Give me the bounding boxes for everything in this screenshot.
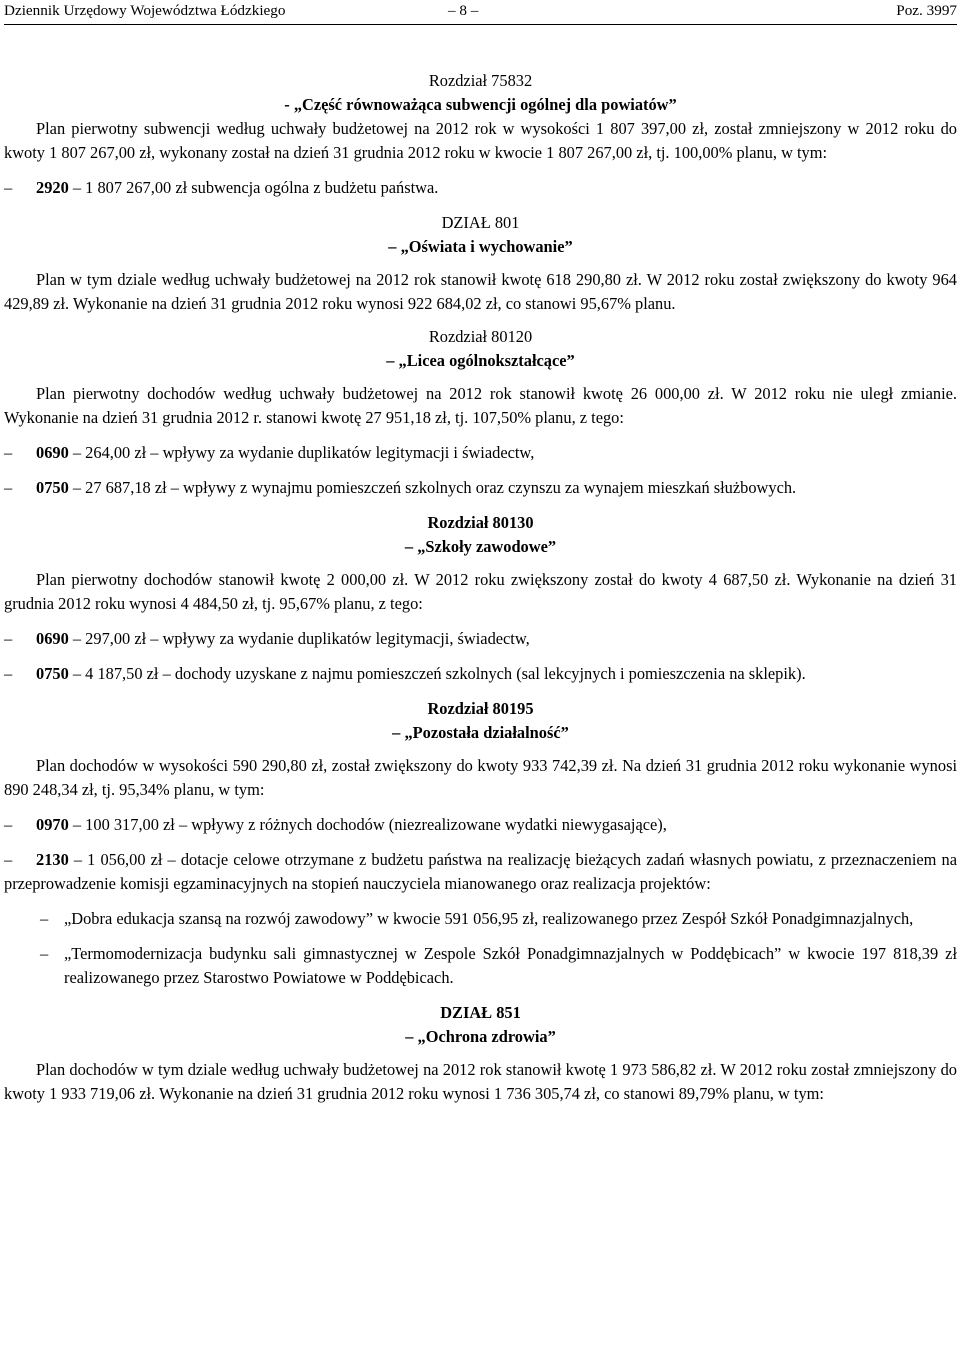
item-text: – 27 687,18 zł – wpływy z wynajmu pomieszczeń szkolnych oraz czynszu za wynajem mieszkań służbowych. (68, 478, 797, 497)
section-r80130 (4, 511, 957, 686)
section-r80120 (4, 325, 957, 500)
section-subtitle: – „Ochrona zdrowia” (405, 1027, 556, 1046)
item-text: – 264,00 zł – wpływy za wydanie duplikatów legitymacji i świadectw, (68, 443, 535, 462)
sub-list-item (4, 907, 957, 931)
section-paragraph: Plan pierwotny dochodów stanowił kwotę 2 000,00 zł. W 2012 roku zwiększony został do kwoty 4 687,50 zł. Wykonanie na dzień 31 grudnia 2012 roku wynosi 4 484,50 zł, tj. 95,67% planu, z tego: (4, 570, 957, 613)
position-number: Poz. 3997 (896, 2, 957, 19)
item-code: 0690 (36, 443, 69, 462)
section-d851 (4, 1001, 957, 1106)
section-title: Rozdział 80195 (427, 699, 534, 718)
page-header (4, 0, 957, 25)
item-code: 0750 (36, 478, 69, 497)
list-item (4, 662, 957, 686)
sub-list-item (4, 942, 957, 990)
section-subtitle: - „Część równoważąca subwencji ogólnej dla powiatów” (284, 95, 677, 114)
item-dash: – (4, 850, 13, 869)
item-text: – 297,00 zł – wpływy za wydanie duplikatów legitymacji, świadectw, (68, 629, 530, 648)
section-paragraph: Plan dochodów w tym dziale według uchwały budżetowej na 2012 rok stanowił kwotę 1 973 586,82 zł. W 2012 roku został zmniejszony do kwoty 1 933 719,06 zł. Wykonanie na dzień 31 grudnia 2012 roku wynosi 1 736 305,74 zł, co stanowi 89,79% planu, w tym: (4, 1060, 957, 1103)
section-subtitle: – „Szkoły zawodowe” (404, 537, 557, 556)
item-dash: – (4, 443, 13, 462)
section-d801 (4, 211, 957, 316)
section-subtitle: – „Oświata i wychowanie” (388, 237, 573, 256)
item-dash: – (40, 944, 49, 963)
item-text: – 100 317,00 zł – wpływy z różnych dochodów (niezrealizowane wydatki niewygasające), (68, 815, 667, 834)
item-code: 0970 (36, 815, 69, 834)
list-item (4, 813, 957, 837)
list-item (4, 441, 957, 465)
section-title: Rozdział 80120 (428, 327, 533, 346)
section-r80195 (4, 697, 957, 990)
item-code: 2130 (36, 850, 69, 869)
item-text: – 1 056,00 zł – dotacje celowe otrzymane z budżetu państwa na realizację bieżących zadań własnych powiatu, z przeznaczeniem na przeprowadzenie komisji egzaminacyjnych na stopień nauczyciela mianowanego oraz realizacja projektów: (4, 850, 957, 893)
section-title: Rozdział 75832 (428, 71, 533, 90)
list-item (4, 176, 957, 200)
item-dash: – (4, 815, 13, 834)
section-title: DZIAŁ 801 (441, 213, 520, 232)
section-paragraph: Plan dochodów w wysokości 590 290,80 zł, został zwiększony do kwoty 933 742,39 zł. Na dzień 31 grudnia 2012 roku wykonanie wynosi 890 248,34 zł, tj. 95,34% planu, w tym: (4, 756, 957, 799)
item-dash: – (4, 178, 13, 197)
section-subtitle: – „Pozostała działalność” (392, 723, 569, 742)
item-dash: – (4, 478, 13, 497)
journal-name: Dziennik Urzędowy Województwa Łódzkiego (4, 2, 286, 19)
section-title: DZIAŁ 851 (440, 1003, 521, 1022)
section-paragraph: Plan pierwotny subwencji według uchwały budżetowej na 2012 rok w wysokości 1 807 397,00 zł, został zmniejszony w 2012 roku do kwoty 1 807 267,00 zł, wykonany został na dzień 31 grudnia 2012 roku w kwocie 1 807 267,00 zł, tj. 100,00% planu, w tym: (4, 119, 957, 162)
item-code: 0750 (36, 664, 69, 683)
item-code: 0690 (36, 629, 69, 648)
item-code: 2920 (36, 178, 69, 197)
item-dash: – (40, 909, 49, 928)
section-paragraph: Plan w tym dziale według uchwały budżetowej na 2012 rok stanowił kwotę 618 290,80 zł. W 2012 roku został zwiększony do kwoty 964 429,89 zł. Wykonanie na dzień 31 grudnia 2012 roku wynosi 922 684,02 zł, co stanowi 95,67% planu. (4, 270, 957, 313)
section-subtitle: – „Licea ogólnokształcące” (386, 351, 575, 370)
list-item (4, 848, 957, 896)
item-dash: – (4, 664, 13, 683)
section-r75832 (4, 69, 957, 200)
item-text: – 1 807 267,00 zł subwencja ogólna z budżetu państwa. (68, 178, 439, 197)
page-number: – 8 – (448, 2, 479, 19)
section-title: Rozdział 80130 (427, 513, 534, 532)
item-text: „Dobra edukacja szansą na rozwój zawodowy” w kwocie 591 056,95 zł, realizowanego przez Zespół Szkół Ponadgimnazjalnych, (64, 909, 914, 928)
item-text: – 4 187,50 zł – dochody uzyskane z najmu pomieszczeń szkolnych (sal lekcyjnych i pomieszczenia na sklepik). (68, 664, 806, 683)
item-dash: – (4, 629, 13, 648)
item-text: „Termomodernizacja budynku sali gimnastycznej w Zespole Szkół Ponadgimnazjalnych w Poddębicach” w kwocie 197 818,39 zł realizowanego przez Starostwo Powiatowe w Poddębicach. (64, 944, 957, 987)
section-paragraph: Plan pierwotny dochodów według uchwały budżetowej na 2012 rok stanowił kwotę 26 000,00 zł. W 2012 roku nie uległ zmianie. Wykonanie na dzień 31 grudnia 2012 r. stanowi kwotę 27 951,18 zł, tj. 107,50% planu, z tego: (4, 384, 957, 427)
list-item (4, 627, 957, 651)
list-item (4, 476, 957, 500)
